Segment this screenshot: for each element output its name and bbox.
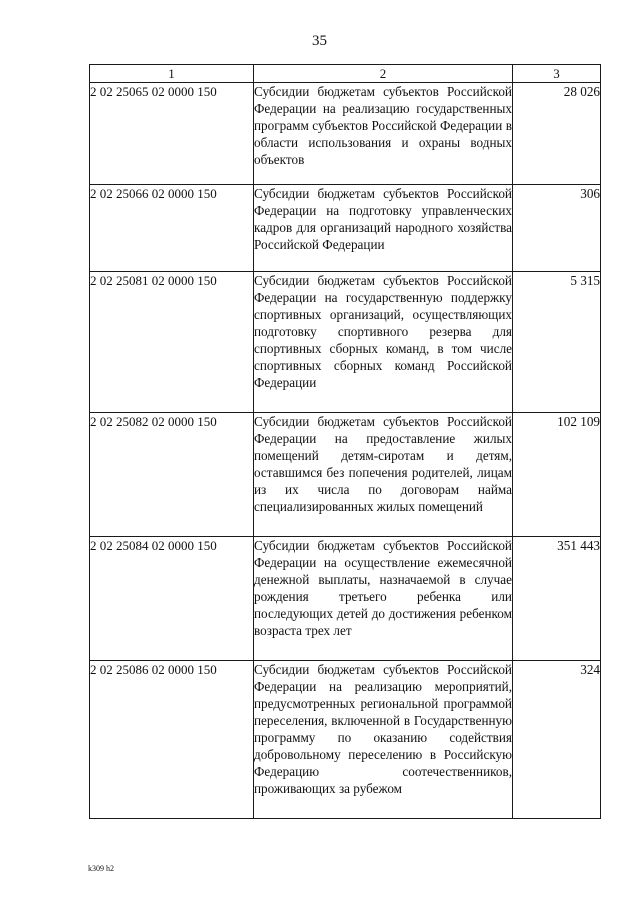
table-row	[90, 537, 601, 661]
revenue-description: Субсидии бюджетам субъектов Российской Федерации на подготовку управленческих кадров для организаций народного хозяйства Российской Федерации	[254, 185, 513, 272]
budget-table	[89, 64, 601, 819]
revenue-description: Субсидии бюджетам субъектов Российской Федерации на реализацию мероприятий, предусмотренных региональной программой переселения, включенной в Государственную программу по оказанию содействия добровольному переселению в Российскую Федерацию соотечественников, проживающих за рубежом	[254, 661, 513, 819]
revenue-code: 2 02 25065 02 0000 150	[90, 83, 254, 185]
revenue-amount: 306	[513, 185, 601, 272]
revenue-amount: 102 109	[513, 413, 601, 537]
page-number: 35	[312, 33, 327, 49]
table-row	[90, 661, 601, 819]
revenue-code: 2 02 25082 02 0000 150	[90, 413, 254, 537]
table-row	[90, 185, 601, 272]
revenue-code: 2 02 25066 02 0000 150	[90, 185, 254, 272]
table-row	[90, 413, 601, 537]
revenue-description: Субсидии бюджетам субъектов Российской Федерации на реализацию государственных программ субъектов Российской Федерации в области использования и охраны водных объектов	[254, 83, 513, 185]
revenue-amount: 5 315	[513, 272, 601, 413]
revenue-description: Субсидии бюджетам субъектов Российской Федерации на осуществление ежемесячной денежной выплаты, назначаемой в случае рождения третьего ребенка или последующих детей до достижения ребенком возраста трех лет	[254, 537, 513, 661]
revenue-description: Субсидии бюджетам субъектов Российской Федерации на государственную поддержку спортивных организаций, осуществляющих подготовку спортивного резерва для спортивных сборных команд, в том числе спортивных сборных команд Российской Федерации	[254, 272, 513, 413]
column-header-1: 1	[90, 65, 254, 83]
revenue-amount: 28 026	[513, 83, 601, 185]
revenue-code: 2 02 25081 02 0000 150	[90, 272, 254, 413]
column-header-2: 2	[254, 65, 513, 83]
column-header-3: 3	[513, 65, 601, 83]
revenue-description: Субсидии бюджетам субъектов Российской Федерации на предоставление жилых помещений детям-сиротам и детям, оставшимся без попечения родителей, лицам из их числа по договорам найма специализированных жилых помещений	[254, 413, 513, 537]
footer-code: k309 h2	[88, 864, 114, 873]
table-header-row	[90, 65, 601, 83]
revenue-amount: 351 443	[513, 537, 601, 661]
revenue-amount: 324	[513, 661, 601, 819]
table-row	[90, 272, 601, 413]
revenue-code: 2 02 25084 02 0000 150	[90, 537, 254, 661]
revenue-code: 2 02 25086 02 0000 150	[90, 661, 254, 819]
table-row	[90, 83, 601, 185]
